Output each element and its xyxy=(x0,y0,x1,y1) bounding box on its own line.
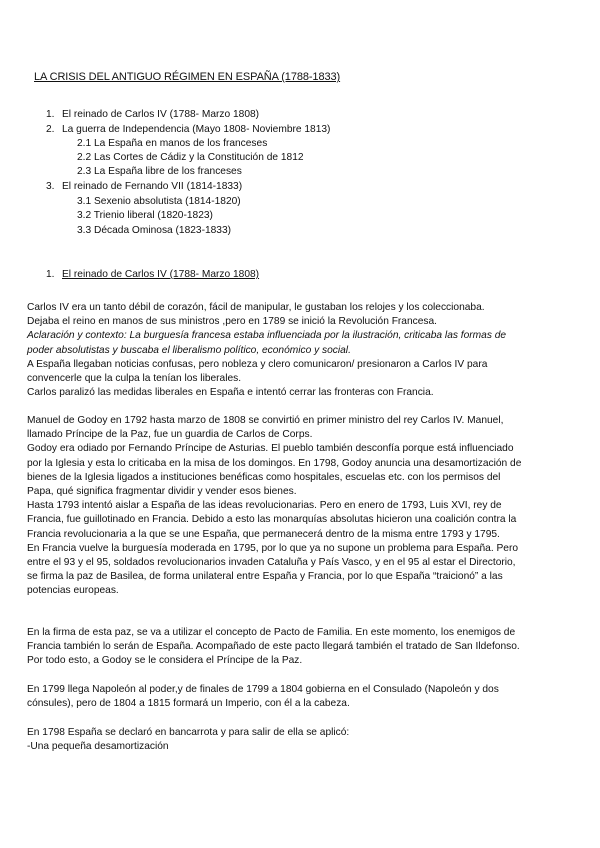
toc-text: La guerra de Independencia (Mayo 1808- Noviembre 1813) xyxy=(62,124,331,135)
text-line: -Una pequeña desamortización xyxy=(27,741,169,753)
text-line: se firma la paz de Basilea, de forma unilateral entre España y Francia, por lo que España “traicionó” a las xyxy=(27,571,503,583)
text-line: En Francia vuelve la burguesía moderada en 1795, por lo que ya no supone un problema para España. Pero xyxy=(27,542,519,554)
text-line: convencerle que la culpa la tenían los liberales. xyxy=(27,373,242,385)
text-line: Manuel de Godoy en 1792 hasta marzo de 1808 se convirtió en primer ministro del rey Carlos IV. Manuel, xyxy=(27,415,504,426)
section-number: 1. xyxy=(46,269,55,280)
text-line: Francia revolucionaria a la que se une España, que permanecerá dentro de la misma entre 1793 y 1795. xyxy=(27,528,500,540)
text-line: Francia, fue guillotinado en Francia. Debido a esto las monarquías absolutas hicieron una coalición contra la xyxy=(27,514,517,526)
text-line: entre el 93 y el 95, soldados revolucionarios invaden Cataluña y País Vasco, y en el 95 al estar el Directorio, xyxy=(27,557,516,569)
text-line: llamado Príncipe de la Paz, fue un guardia de Carlos de Corps. xyxy=(27,429,313,441)
text-line: En 1799 llega Napoleón al poder,y de finales de 1799 a 1804 gobierna en el Consulado (Napoleón y dos xyxy=(27,684,499,695)
text-line: Francia también lo serán de España. Acompañado de este pacto llegará también el tratado de San Ildefonso. xyxy=(27,641,520,653)
text-line: Godoy era odiado por Fernando Príncipe de Asturias. El pueblo también desconfía porque está influenciado xyxy=(27,443,514,455)
text-line-italic: poder absolutistas y buscaba el liberalismo político, económico y social. xyxy=(27,344,351,356)
text-line: Carlos paralizó las medidas liberales en España e intentó cerrar las fronteras con Francia. xyxy=(27,387,434,399)
document-title: LA CRISIS DEL ANTIGUO RÉGIMEN EN ESPAÑA (1788-1833) xyxy=(34,71,341,83)
text-line: Dejaba el reino en manos de sus ministros ,pero en 1789 se inició la Revolución Francesa. xyxy=(27,316,437,328)
section-heading xyxy=(46,269,260,280)
text-line: potencias europeas. xyxy=(27,585,119,597)
toc-subitem: 2.1 La España en manos de los franceses xyxy=(77,138,268,149)
text-line: Hasta 1793 intentó aislar a España de las ideas revolucionarias. Pero en enero de 1793, Luis XVI, rey de xyxy=(27,500,502,512)
paragraph-godoy xyxy=(27,414,587,599)
text-line: bienes de la Iglesia ligados a instituciones benéficas como hospitales, escuelas etc. con los permisos del xyxy=(27,471,501,483)
toc-number: 3. xyxy=(46,181,55,192)
toc-number: 2. xyxy=(46,124,55,135)
text-line: cónsules), pero de 1804 a 1815 formará un Imperio, con él a la cabeza. xyxy=(27,698,350,710)
toc-text: El reinado de Fernando VII (1814-1833) xyxy=(62,181,243,192)
toc-subitem: 3.1 Sexenio absolutista (1814-1820) xyxy=(77,196,241,207)
toc-subitem: 3.3 Década Ominosa (1823-1833) xyxy=(77,225,232,236)
text-line: En 1798 España se declaró en bancarrota y para salir de ella se aplicó: xyxy=(27,727,350,738)
text-line: En la firma de esta paz, se va a utilizar el concepto de Pacto de Familia. En este momento, los enemigos de xyxy=(27,627,516,638)
text-line: A España llegaban noticias confusas, pero nobleza y clero comunicaron/ presionaron a Carlos IV para xyxy=(27,358,488,370)
text-line: por la Iglesia y esta lo criticaba en la misa de los domingos. En 1798, Godoy anuncia una desamortización de xyxy=(27,457,522,469)
toc-subitem: 3.2 Trienio liberal (1820-1823) xyxy=(77,210,213,221)
text-line-italic: Aclaración y contexto: La burguesía francesa estaba influenciada por la ilustración, criticaba las formas de xyxy=(27,330,507,342)
toc-subitem: 2.2 Las Cortes de Cádiz y la Constitución de 1812 xyxy=(77,152,304,163)
section-title: El reinado de Carlos IV (1788- Marzo 1808) xyxy=(62,269,260,280)
paragraph-carlos-iv xyxy=(27,301,587,400)
paragraph-pacto-familia xyxy=(27,626,587,669)
text-line: Por todo esto, a Godoy se le considera el Príncipe de la Paz. xyxy=(27,655,303,667)
toc-subitem: 2.3 La España libre de los franceses xyxy=(77,166,242,177)
paragraph-napoleon xyxy=(27,683,587,711)
text-line: Carlos IV era un tanto débil de corazón, fácil de manipular, le gustaban los relojes y los coleccionaba. xyxy=(27,302,485,313)
toc-number: 1. xyxy=(46,109,55,120)
paragraph-bancarrota xyxy=(27,726,587,754)
toc-text: El reinado de Carlos IV (1788- Marzo 1808) xyxy=(62,109,260,120)
text-line: Papa, qué significa fragmentar dividir y vender esos bienes. xyxy=(27,486,297,498)
